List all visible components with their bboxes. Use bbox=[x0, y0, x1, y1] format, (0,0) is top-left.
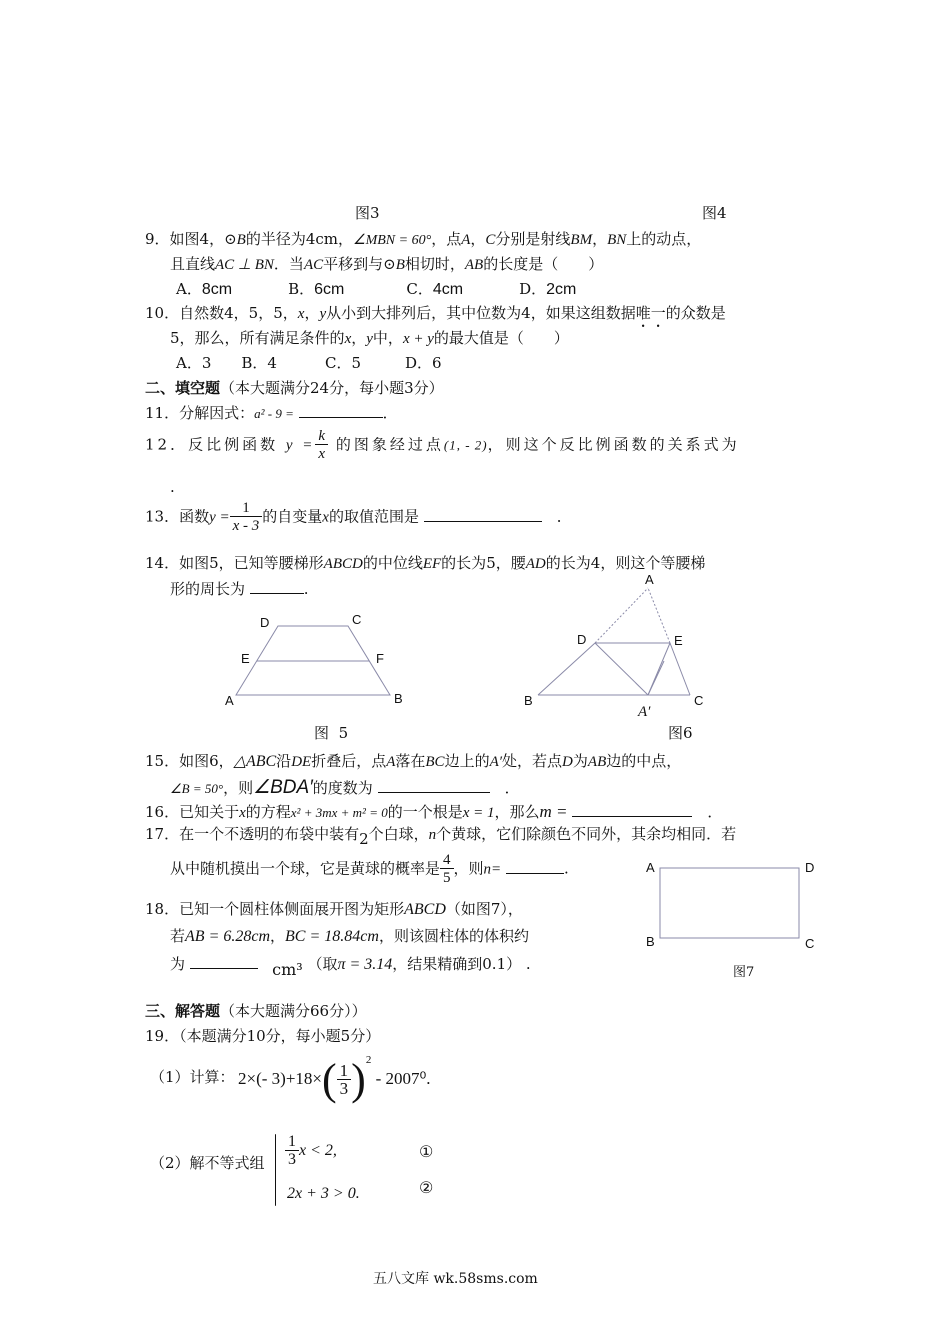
footer-watermark: 五八文库 wk.58sms.com bbox=[373, 1271, 538, 1287]
q9-option-d: 2cm bbox=[546, 281, 577, 298]
fig5-caption: 图 5 bbox=[314, 724, 349, 742]
fig6-label-c: C bbox=[694, 693, 704, 708]
section-3-heading: 三、解答题（本大题满分66分）） bbox=[145, 1002, 367, 1020]
q12-line1: 12．反比例函数 y = $\frac{k}{x}$ 的图象经过点(1, - 2)，则这个反比例函数的关系式为 bbox=[145, 428, 740, 462]
q9-option-a: 8cm bbox=[201, 281, 233, 298]
q19-part1-expression: 2×(- 3)+18×( $\frac{1}{3}$ )$^2$ - 2007⁰. bbox=[238, 1054, 431, 1104]
q18-line3: 为 cm³ （取π = 3.14，结果精确到0.1） . bbox=[170, 955, 531, 979]
q18-answer-blank bbox=[190, 954, 258, 969]
fig3-caption: 图3 bbox=[355, 204, 380, 222]
fig5-label-e: E bbox=[241, 651, 250, 666]
q19-circle-2: ② bbox=[419, 1178, 434, 1197]
q17-line1: 17．在一个不透明的布袋中装有2个白球，n个黄球，它们除颜色不同外，其余均相同．若 bbox=[145, 825, 737, 848]
q14-line1: 14．如图5，已知等腰梯形ABCD的中位线EF的长为5，腰AD的长为4，则这个等腰梯 bbox=[145, 554, 706, 572]
fig6-label-d: D bbox=[577, 632, 587, 647]
q19-heading: 19．（本题满分10分，每小题5分） bbox=[145, 1027, 381, 1045]
q19-inequality-2: 2x + 3 > 0. bbox=[287, 1185, 360, 1202]
q9-line1: 9．如图4，⊙B的半径为4cm，∠MBN = 60°，点A，C分别是射线BM，BN上的动点， bbox=[145, 230, 702, 248]
q9-option-a-label: A． bbox=[176, 280, 202, 298]
q15-line1: 15．如图6，△ABC沿DE折叠后，点A落在BC边上的A′处，若点D为AB边的中点， bbox=[145, 752, 682, 770]
fig6-label-e: E bbox=[674, 633, 683, 648]
q13: 13．函数y = $\frac{1}{x - 3}$ 的自变量x的取值范围是 ． bbox=[145, 500, 572, 534]
q10-options: A．3 B．4 C．5 D．6 bbox=[176, 354, 442, 372]
q19-circle-1: ① bbox=[419, 1142, 434, 1161]
fig6-caption: 图6 bbox=[668, 724, 693, 742]
fig6-label-a: A bbox=[645, 572, 654, 587]
q17-line2: 从中随机摸出一个球，它是黄球的概率是 $\frac{4}{5}$ ，则n= . bbox=[170, 852, 569, 886]
q9-option-c: 4cm bbox=[432, 281, 464, 298]
q19-part2-label: （2）解不等式组 bbox=[150, 1154, 265, 1172]
fig5-label-d: D bbox=[260, 615, 270, 630]
q9-option-c-label: C． bbox=[406, 280, 433, 298]
fig7-label-c: C bbox=[805, 936, 815, 951]
q19-part1-label: （1）计算： bbox=[150, 1068, 235, 1086]
fig5-label-f: F bbox=[376, 651, 384, 666]
q10-line2: 5，那么，所有满足条件的x，y中，x + y的最大值是（ ） bbox=[170, 329, 569, 347]
fig7-rectangle-outline bbox=[660, 868, 799, 938]
fig6-label-b: B bbox=[524, 693, 533, 708]
q11: 11．分解因式：a² - 9 = ． bbox=[145, 404, 398, 422]
q16: 16．已知关于x的方程x² + 3mx + m² = 0的一个根是x = 1，那么m = ． bbox=[145, 802, 723, 821]
q10-line1: 10．自然数4，5，5，x，y从小到大排列后，其中位数为4，如果这组数据唯一的众数是 bbox=[145, 304, 726, 322]
q9-option-b-label: B． bbox=[288, 280, 315, 298]
section-2-heading: 二、填空题（本大题满分24分，每小题3分） bbox=[145, 379, 444, 397]
q9-option-d-label: D． bbox=[519, 280, 547, 298]
fig7-label-a: A bbox=[646, 860, 655, 875]
fig5-label-a: A bbox=[225, 693, 234, 708]
q9-option-b: 6cm bbox=[314, 281, 345, 298]
q9-line2: 且直线AC ⊥ BN．当AC平移到与⊙B相切时，AB的长度是（ ） bbox=[170, 255, 604, 273]
fig5-label-b: B bbox=[394, 691, 403, 706]
q19-inequality-brace bbox=[275, 1134, 276, 1210]
fig4-caption: 图4 bbox=[702, 204, 727, 222]
q12-line2: . bbox=[170, 478, 175, 496]
fig7-caption: 图7 bbox=[733, 965, 755, 980]
fig6-label-a-prime: A′ bbox=[638, 704, 651, 720]
fig7-label-b: B bbox=[646, 934, 655, 949]
q18-line1: 18．已知一个圆柱体侧面展开图为矩形ABCD（如图7）， bbox=[145, 900, 523, 918]
fig5-label-c: C bbox=[352, 612, 362, 627]
q15-line2: ∠B = 50°，则∠BDA′的度数为 ． bbox=[170, 777, 520, 798]
q14-line2: 形的周长为 . bbox=[170, 580, 309, 598]
fig7-label-d: D bbox=[805, 860, 815, 875]
q18-line2: 若AB = 6.28cm，BC = 18.84cm，则该圆柱体的体积约 bbox=[170, 927, 529, 945]
q19-inequality-1: $\frac{1}{3}$ x < 2, bbox=[285, 1134, 337, 1169]
